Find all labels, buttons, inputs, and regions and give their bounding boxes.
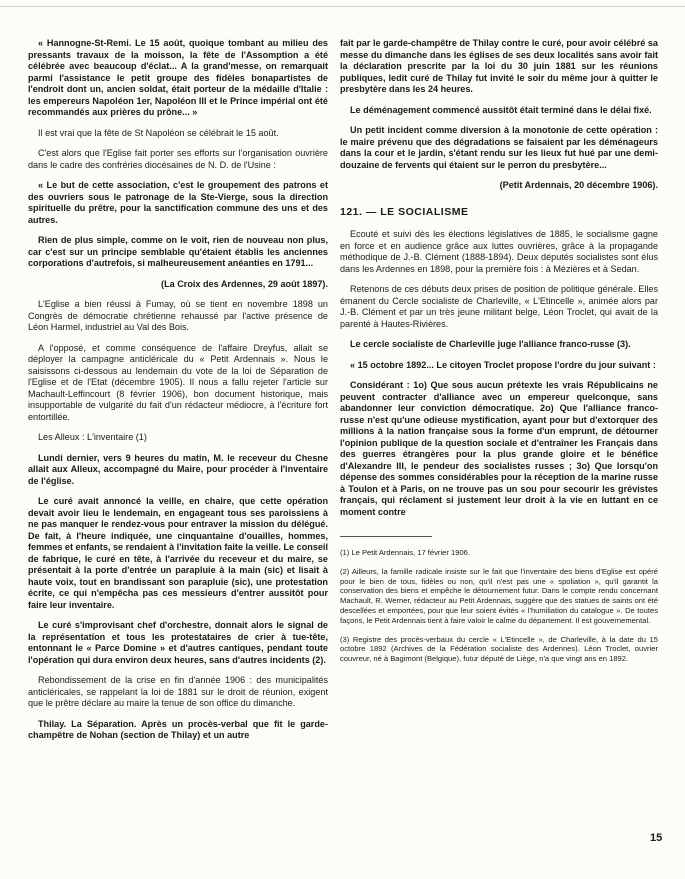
paragraph: Rien de plus simple, comme on le voit, rien de nouveau non plus, car c'est sur un principe semblable qu'étaient établis les anciennes corporations d'autrefois, si malheureusement anéanties en 1791... bbox=[28, 235, 328, 268]
footnote: (3) Registre des procès-verbaux du cercle « L'Etincelle », de Charleville, à la date du 15 octobre 1892 (Archives de la Fédération socialiste des Ardennes). Léon Troclet, ouvrier couvreur, né à Bagimont (Belgique), futur député de Liège, n'a que vingt ans en 1892. bbox=[340, 634, 658, 664]
footnote: (2) Ailleurs, la famille radicale insiste sur le fait que l'inventaire des biens d'Eglise est opéré pour le bien de tous, fidèles ou non, qu'il n'est pas une « spoliation », qu'il garantit la conservation des biens et empêche le détournement futur. Dans le compte rendu concernant Machault, R. Werner, rédacteur au Petit Ardennais, suggère que des statues de saints ont été descellées et emportées, pour que leur soient évités « l'humiliation du catalogue ». De toutes façons, le Petit Ardennais tient à faire valoir le calme du département. Il est gouvernemental. bbox=[340, 566, 658, 625]
footnote: (1) Le Petit Ardennais, 17 février 1906. bbox=[340, 548, 471, 557]
source-citation: (Petit Ardennais, 20 décembre 1906). bbox=[499, 180, 658, 190]
paragraph: « 15 octobre 1892... Le citoyen Troclet propose l'ordre du jour suivant : bbox=[350, 359, 656, 370]
paragraph: « Hannogne-St-Remi. Le 15 août, quoique tombant au milieu des pressants travaux de la moisson, la fête de l'Assomption a été célébrée avec beaucoup d'éclat... A la grand'messe, on remarquait parmi l'assistance le petit groupe des fidèles bonapartistes de l'endroit dont un, ancien soldat, était porteur de la médaille d'Italie : les empereurs Napoléon 1er, Napoléon III et le Prince impérial ont été recommandés aux prières du prône... » bbox=[28, 38, 328, 117]
paragraph: Lundi dernier, vers 9 heures du matin, M. le receveur du Chesne allait aux Alleux, accompagné du Maire, pour procéder à l'inventaire de l'église. bbox=[28, 452, 328, 486]
paragraph: L'Eglise a bien réussi à Fumay, où se tient en novembre 1898 un Congrès de démocratie chrétienne rehaussé par l'active présence de Léon Harmel, industriel au Val des Bois. bbox=[28, 299, 328, 332]
paragraph: Thilay. La Séparation. Après un procès-verbal que fit le garde-champêtre de Nohan (section de Thilay) et un autre bbox=[28, 718, 328, 740]
left-column bbox=[28, 38, 328, 751]
paragraph: A l'opposé, et comme conséquence de l'affaire Dreyfus, allait se déployer la campagne anticléricale du « Petit Ardennais ». Nous le saisissons ci-dessous au lendemain du vote de la loi de Séparation de l'Eglise et de l'Etat (décembre 1905). Il nous a fallu rejeter l'article sur Machault-Leffincourt (8 février 1906), bon document historique, mais insupportable de vulgarité du fait d'un rédacteur médiocre, à l'écriture fort entortillée. bbox=[28, 342, 328, 422]
paragraph: Rebondissement de la crise en fin d'année 1906 : des municipalités anticléricales, se rappelant la loi de 1881 sur le droit de réunion, exigent que le prêtre déclare au maire la tenue de son office du dimanche. bbox=[28, 675, 328, 708]
paragraph: Ecouté et suivi dès les élections législatives de 1885, le socialisme gagne en force et en audience grâce aux luttes ouvrières, grâce à la propagande méthodique de J.-B. Clément (1888-1894). Deux députés socialistes sont élus dans les Ardennes en 1898, pour la première fois : à Mézières et à Sedan. bbox=[340, 229, 658, 274]
paragraph: Le déménagement commencé aussitôt était terminé dans le délai fixé. bbox=[350, 104, 652, 115]
paragraph: C'est alors que l'Eglise fait porter ses efforts sur l'organisation ouvrière dans le cadre des confréries diocésaines de N. D. de l'Usine : bbox=[28, 148, 328, 170]
subheading: Les Alleux : L'inventaire (1) bbox=[38, 432, 147, 442]
paragraph: Considérant : 1o) Que sous aucun prétexte les vrais Républicains ne peuvent contracter d'alliance avec un empereur quelconque, sans abandonner leur conviction démocratique. 2o) Que l'alliance franco-russe n'est qu'une odieuse mystification, ayant pour but d'extorquer des millions à la nation française sous la forme d'un emprunt, de détourner l'opinion publique de la question sociale et d'entraîner les Français dans des guerres étrangères pour la plus grande gloire et le bénéfice d'Alexandre III, le pendeur des socialistes russes ; 3o) Que lorsqu'on dépense des sommes considérables pour la réception de la marine russe à Toulon et à Paris, on ne trouve pas un sou pour secourir les grévistes français, qui réclament si justement leur droit à la vie en luttant en ce moment contre bbox=[340, 380, 658, 517]
subheading: Le cercle socialiste de Charleville juge l'alliance franco-russe (3). bbox=[350, 339, 631, 349]
footnote-separator bbox=[340, 536, 432, 537]
paragraph: « Le but de cette association, c'est le groupement des patrons et des ouvriers sous le patronage de la Ste-Vierge, sous la direction spirituelle du prêtre, pour la sanctification commune des uns et des autres. bbox=[28, 180, 328, 225]
top-rule bbox=[0, 6, 685, 7]
section-heading: 121. — LE SOCIALISME bbox=[340, 205, 469, 218]
right-column bbox=[340, 38, 658, 673]
paragraph: Retenons de ces débuts deux prises de position de politique générale. Elles émanent du Cercle socialiste de Charleville, « L'Etincelle », animée alors par J.-B. Clément et par un très jeune militant belge, Léon Troclet, qui avait de la parenté à Hautes-Rivières. bbox=[340, 284, 658, 329]
paragraph: Un petit incident comme diversion à la monotonie de cette opération : le maire prévenu que des dégradations se faisaient par les déménageurs dans la cour et le jardin, s'étant rendu sur les lieux fut hué par une demi-douzaine de fervents qui étaient sur le perron du presbytère... bbox=[340, 125, 658, 170]
page-number: 15 bbox=[650, 832, 663, 844]
paragraph: Il est vrai que la fête de St Napoléon se célébrait le 15 août. bbox=[38, 127, 279, 138]
paragraph: fait par le garde-champêtre de Thilay contre le curé, pour avoir célébré sa messe du dimanche dans les églises de ses deux localités sans avoir fait la déclaration prescrite par la loi du 30 juin 1881 sur les réunions publiques, ledit curé de Thilay fut invité le soir du même jour à quitter le presbytère dans les 24 heures. bbox=[340, 38, 658, 94]
paragraph: Le curé avait annoncé la veille, en chaire, que cette opération devait avoir lieu le lendemain, en engageant tous ses paroissiens à ne pas manquer le rendez-vous pour entraver la mission du délégué. De fait, à l'heure indiquée, une cinquantaine d'ouailles, hommes, femmes et enfants, se rendaient à l'invitation faite la veille. Le conseil de fabrique, le curé en tête, à l'arrivée du receveur et du maire, se présentait à la porte d'entrée un parapluie à la main (sic) et lisait à haute voix, tout en brandissant son parapluie (sic), une protestation écrite, ce qui n'empêcha pas ces messieurs d'entrer aussitôt pour faire leur inventaire. bbox=[28, 496, 328, 610]
source-citation: (La Croix des Ardennes, 29 août 1897). bbox=[161, 278, 328, 289]
paragraph: Le curé s'improvisant chef d'orchestre, donnait alors le signal de la représentation et tous les protestataires de crier à tue-tête, entonnant le « Parce Domine » et d'autres cantiques, pendant toute l'opération qui dura environ deux heures, sans d'autres incidents (2). bbox=[28, 620, 328, 665]
